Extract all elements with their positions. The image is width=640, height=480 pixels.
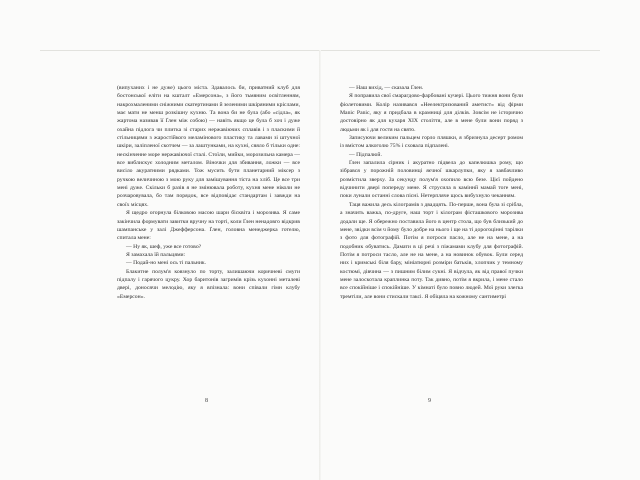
right-paragraph-5: Ґлен запалила сірник і акуратно підвела до капелюшка рому, що зібрався у порожній половинці яєчної шкарлупки, яку я завбачливо розмістила зверху. За секунду полум'я охопило всю безе. Цієї пойдено відчинити двері попереду мене. Я струсила в каміннй мамай тоге мені, поки лунали останні слова пісні. Нетерпляче щось вибухнуло чеканням.	[340, 160, 523, 200]
left-page-body	[117, 84, 300, 384]
right-paragraph-1: — Наш вихід, — сказала Ґлен.	[349, 85, 424, 91]
left-paragraph-4: Я замахала їй пальцями:	[126, 251, 186, 258]
right-page-number: 9	[428, 398, 431, 404]
left-paragraph-6: Блакитне полум'я ковзнуло по торту, залишаючи коричневі смуги підпалу і гарячого цукру. Хор баритонів загримів крізь кухонні металеві двері, доносячи мелодію, яку я впізнала: вони співали гімн клубу «Емерсон».	[117, 268, 300, 300]
left-page-number: 8	[205, 398, 208, 404]
left-paragraph-5: — Подай-но мені ось ті пальник.	[126, 260, 207, 267]
left-paragraph-3: — Ну як, шеф, уже все готово?	[126, 243, 202, 250]
right-page-body	[340, 84, 523, 384]
book-gutter	[319, 50, 321, 480]
left-paragraph-1: (випуханих і не дуже) цього міста. Здавалось би, приватний клуб для бостонської еліти на кшталт «Емерсона», з його тьмяним освітленням, накрохмаленими сніжними скатертинами й зеленими шкіряними кріслами, має мати не менш розкішну кухню. Та вона би не була (або «сідла», як жартома називав її Ґлен між собою) — навіть якщо це була б хоч і дуже охайна підлога чи плитка зі старих нержавіючих сплавів і з пласкими й стільницями з жаростійкого меламінового пластику та лавами зі штучної шкіри, заліпленої скотчем — за лаштунками, на кухні, сяяло б тільки одне: нескінченне море нержавіючої сталі. Стоїли, мийки, морозильна камера — все виблискує холодним металом. Віночки для збивання, ложки — все висіло акуратними рядками. Тож мусить бути планетарний міксер з ручкою величиною з мою руку для замішування тіста на хліб. Це все три мені дуже. Скільки б разів я не змінювала роботу, кухня мене ніколи не розчаровувала, бо там порядок, все відповідає стандартам і завжди на своїх місцях.	[117, 85, 300, 208]
right-paragraph-2: Я поправила свої смарагдово-фарбовані кучері. Цього тижня вони були фіолетовими. Колір називався «Неелектризований аметист» від фірми Manic Panic, яку я придбала в крамниці для ділків. Зовсім не історично достовірно як для кухаря XIX століття, але в мене були вони поряд з людьми як і для гостя на свято.	[340, 93, 523, 133]
right-paragraph-4: — Підпалюй.	[349, 151, 382, 158]
left-paragraph-2: Я щедро огорнула білковою масою шари бісквіта і морозива. Я саме закінчила формувати завитки вручну на торті, коли Ґлен ненадовго відкрив шампанське у залі Джефферсона. Ґлен, головна менеджерка готелю, спитала мене:	[117, 210, 300, 242]
right-paragraph-6: Таця важила десь кілограмів з двадцять. По-перше, вона була зі срібла, а значить важка, по-друге, наш торт і кілограм фісташкового морозива додали ще. Я обережно поставила його в центр стола, що був близький до мене, звідки всім ч йому було добре на нього і ще на ті дорогоцінні тарілки з фото для фотографій. Потім я потроси пасло, але не на мене, а на подобник обуватись. Дамати в ці речі з піжамами клубу для фотографій. Потім я потроси тасло, але не на мене, а на новинок обувок. Були серед них і кримські біля бару, мініатюрні розміри батьків, хлопчик у темному костюмі, дівчина — з пишним білим сукні. Я відчула, як від правої пучки мене залоскотала краплинка поту. Так дивно, потім я вкрила, і мене стало все спокійніше і спокійніше. У кімнаті було повно людей. Мої руки злегка тремтіли, але вони стискали таксі. Я обіцяла на кожному сантиметрі	[340, 201, 523, 300]
right-paragraph-3: Запиcуючи великим пальцем горло пляшки, я збризнула десерт ромом із вмістом алкоголю 75% і сховала підпалені.	[340, 135, 523, 150]
